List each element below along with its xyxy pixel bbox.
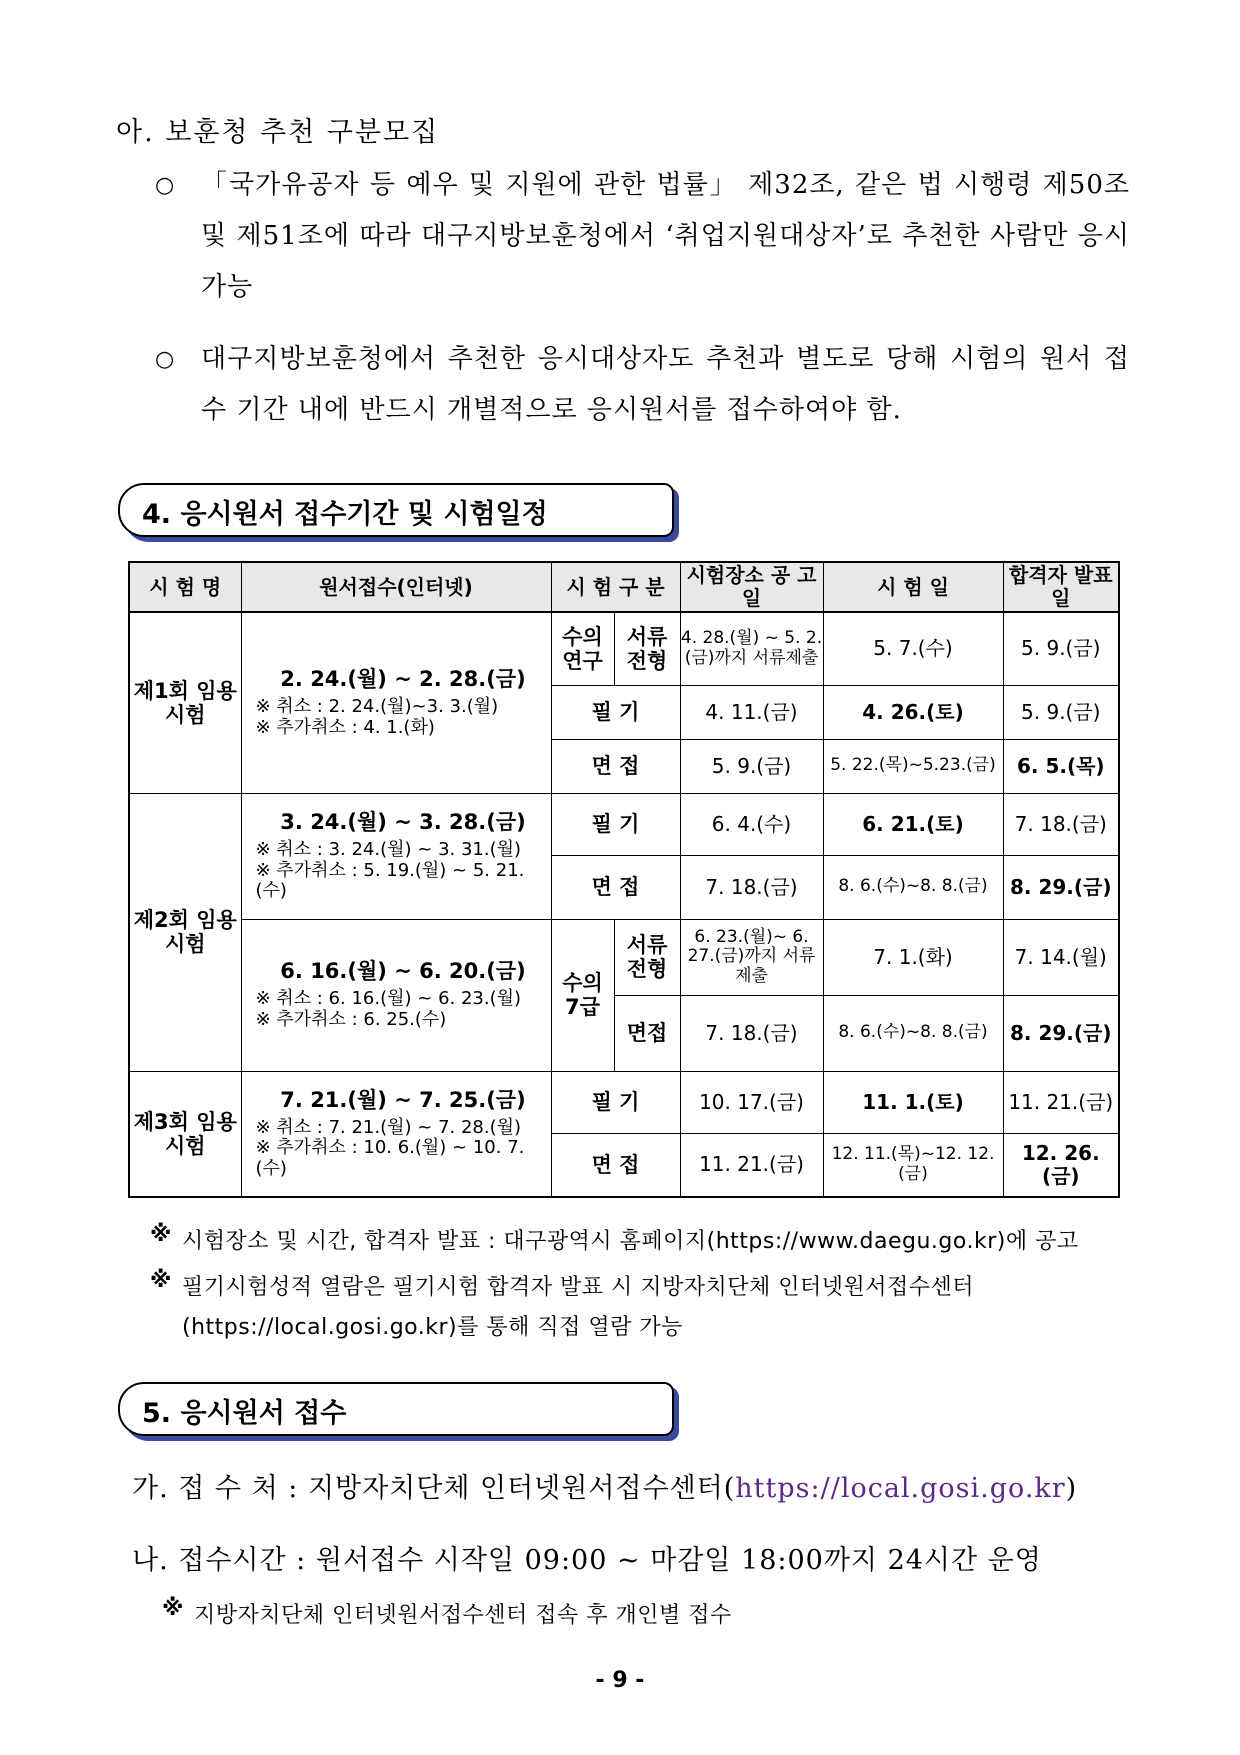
result-date: 11. 21.(금) — [1003, 1071, 1119, 1133]
header-exam-date: 시 험 일 — [823, 562, 1003, 612]
note-text: 지방자치단체 인터넷원서접수센터 접속 후 개인별 접수 — [194, 1603, 732, 1628]
extra-cancel-period: ※ 추가취소 : 4. 1.(화) — [255, 716, 435, 738]
exam-type: 면 접 — [551, 855, 680, 919]
exam-schedule-table — [128, 561, 1120, 1198]
note-text: 필기시험성적 열람은 필기시험 합격자 발표 시 지방자치단체 인터넷원서접수센터(https://local.gosi.go.kr)를 통해 직접 열람 가능 — [182, 1275, 975, 1340]
bullet-circle-icon: ○ — [155, 347, 175, 372]
header-result-date: 합격자 발표일 — [1003, 562, 1119, 612]
exam-type: 서류 전형 — [614, 919, 680, 995]
cancel-period: ※ 취소 : 2. 24.(월)~3. 3.(월) — [255, 696, 499, 718]
exam-group: 수의 7급 — [551, 919, 614, 1071]
result-date: 8. 29.(금) — [1003, 995, 1119, 1071]
table-row — [129, 1071, 1119, 1133]
reception-period: 2. 24.(월) ~ 2. 28.(금) — [280, 666, 526, 691]
extra-cancel-period: ※ 추가취소 : 10. 6.(월) ~ 10. 7.(수) — [255, 1137, 525, 1180]
header-venue-date: 시험장소 공 고 일 — [680, 562, 823, 612]
result-date: 7. 18.(금) — [1003, 793, 1119, 855]
section-4-header — [118, 483, 674, 537]
bullet-text: 대구지방보훈청에서 추천한 응시대상자도 추천과 별도로 당해 시험의 원서 접수 기간 내에 반드시 개별적으로 응시원서를 접수하여야 함. — [201, 344, 1130, 425]
exam-type: 면 접 — [551, 1133, 680, 1197]
header-reception: 원서접수(인터넷) — [241, 562, 551, 612]
reception-place-line — [132, 1466, 1132, 1505]
result-date: 6. 5.(목) — [1003, 739, 1119, 793]
round-name: 제3회 임용시험 — [129, 1071, 241, 1197]
venue-date: 4. 11.(금) — [680, 685, 823, 739]
item-text: 지방자치단체 인터넷원서접수센터( — [307, 1473, 736, 1504]
reception-cell — [241, 919, 551, 1071]
section-5-header — [118, 1382, 674, 1436]
page-number: - 9 - — [595, 1668, 645, 1693]
exam-date: 7. 1.(화) — [823, 919, 1003, 995]
venue-date: 7. 18.(금) — [680, 995, 823, 1071]
result-date: 5. 9.(금) — [1003, 685, 1119, 739]
table-row — [129, 612, 1119, 685]
exam-group: 수의 연구 — [551, 612, 614, 685]
venue-date: 6. 23.(월)~ 6. 27.(금)까지 서류제출 — [680, 919, 823, 995]
cancel-period: ※ 취소 : 6. 16.(월) ~ 6. 23.(월) — [255, 988, 522, 1010]
result-date: 7. 14.(월) — [1003, 919, 1119, 995]
exam-date: 5. 22.(목)~5.23.(금) — [823, 739, 1003, 793]
note-mark-icon: ※ — [150, 1268, 172, 1293]
table-row — [129, 919, 1119, 995]
exam-date: 5. 7.(수) — [823, 612, 1003, 685]
reception-cell — [241, 793, 551, 919]
exam-date: 12. 11.(목)~12. 12.(금) — [823, 1133, 1003, 1197]
round-name: 제2회 임용시험 — [129, 793, 241, 1071]
reception-cell — [241, 1071, 551, 1197]
exam-date: 4. 26.(토) — [823, 685, 1003, 739]
section-4-title: 4. 응시원서 접수기간 및 시험일정 — [142, 499, 548, 530]
table-header-row — [129, 562, 1119, 612]
note-mark-icon: ※ — [150, 1222, 172, 1247]
item-label: 나. 접수시간 : — [132, 1545, 307, 1576]
extra-cancel-period: ※ 추가취소 : 5. 19.(월) ~ 5. 21.(수) — [255, 859, 525, 902]
header-exam-type: 시 험 구 분 — [551, 562, 680, 612]
exam-date: 8. 6.(수)~8. 8.(금) — [823, 855, 1003, 919]
exam-type: 면 접 — [551, 739, 680, 793]
exam-type: 면접 — [614, 995, 680, 1071]
item-text-close: ) — [1065, 1473, 1078, 1504]
bullet-text: 「국가유공자 등 예우 및 지원에 관한 법률」 제32조, 같은 법 시행령 제50조 및 제51조에 따라 대구지방보훈청에서 ‘취업지원대상자’로 추천한 사람만 응시 가능 — [201, 170, 1130, 302]
reception-cell — [241, 612, 551, 793]
reception-note — [162, 1596, 1142, 1636]
round-name: 제1회 임용시험 — [129, 612, 241, 793]
item-text: 원서접수 시작일 09:00 ~ 마감일 18:00까지 24시간 운영 — [315, 1545, 1042, 1576]
exam-date: 11. 1.(토) — [823, 1071, 1003, 1133]
section-5-title: 5. 응시원서 접수 — [142, 1398, 347, 1429]
bullet-paragraph — [155, 160, 1130, 313]
item-label: 가. 접 수 처 : — [132, 1473, 299, 1504]
table-note — [150, 1222, 1130, 1262]
venue-date: 6. 4.(수) — [680, 793, 823, 855]
venue-date: 7. 18.(금) — [680, 855, 823, 919]
result-date: 8. 29.(금) — [1003, 855, 1119, 919]
exam-type: 서류 전형 — [614, 612, 680, 685]
note-mark-icon: ※ — [162, 1596, 184, 1621]
result-date: 12. 26.(금) — [1003, 1133, 1119, 1197]
reception-period: 6. 16.(월) ~ 6. 20.(금) — [280, 959, 526, 984]
exam-type: 필 기 — [551, 1071, 680, 1133]
exam-type: 필 기 — [551, 793, 680, 855]
venue-date: 11. 21.(금) — [680, 1133, 823, 1197]
reception-time-line — [132, 1538, 1132, 1577]
cancel-period: ※ 취소 : 7. 21.(월) ~ 7. 28.(월) — [255, 1116, 522, 1138]
cancel-period: ※ 취소 : 3. 24.(월) ~ 3. 31.(월) — [255, 839, 522, 861]
note-text: 시험장소 및 시간, 합격자 발표 : 대구광역시 홈페이지(https://www.daegu.go.kr)에 공고 — [182, 1229, 1079, 1254]
section-title: 아. 보훈청 추천 구분모집 — [116, 117, 440, 148]
venue-date: 5. 9.(금) — [680, 739, 823, 793]
venue-date: 10. 17.(금) — [680, 1071, 823, 1133]
venue-date: 4. 28.(월) ~ 5. 2.(금)까지 서류제출 — [680, 612, 823, 685]
table-note — [150, 1268, 1130, 1348]
bullet-circle-icon: ○ — [155, 173, 175, 198]
header-exam-name: 시 험 명 — [129, 562, 241, 612]
reception-period: 7. 21.(월) ~ 7. 25.(금) — [280, 1087, 526, 1112]
bullet-paragraph — [155, 334, 1130, 436]
exam-date: 8. 6.(수)~8. 8.(금) — [823, 995, 1003, 1071]
extra-cancel-period: ※ 추가취소 : 6. 25.(수) — [255, 1009, 447, 1031]
table-row — [129, 793, 1119, 855]
reception-period: 3. 24.(월) ~ 3. 28.(금) — [280, 809, 526, 834]
exam-date: 6. 21.(토) — [823, 793, 1003, 855]
exam-type: 필 기 — [551, 685, 680, 739]
reception-url-link[interactable]: https://local.gosi.go.kr — [735, 1473, 1066, 1504]
result-date: 5. 9.(금) — [1003, 612, 1119, 685]
